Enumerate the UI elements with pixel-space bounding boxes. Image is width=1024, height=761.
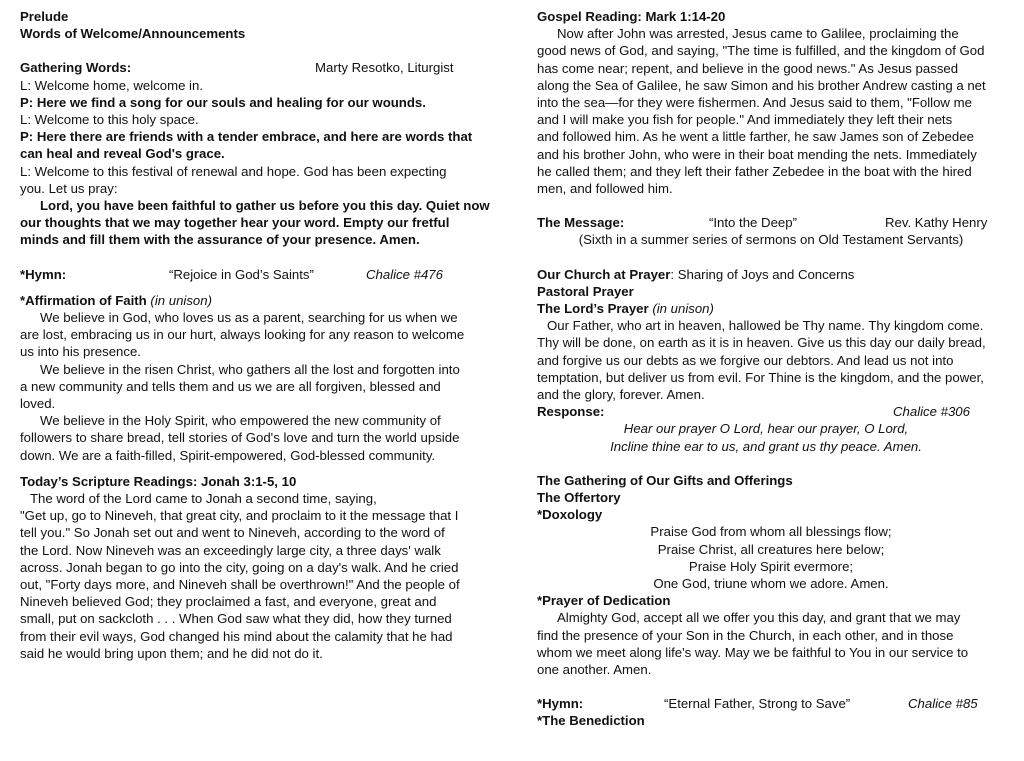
hymn-number: Chalice #476 [366, 266, 443, 282]
gathering-line: can heal and reveal God's grace. [20, 146, 225, 162]
doxology-line: Praise Holy Spirit evermore; [688, 558, 854, 574]
opening-prayer-line: minds and fill them with the assurance of your presence. Amen. [20, 232, 420, 248]
response-number: Chalice #306 [893, 404, 970, 420]
hymn-label: *Hymn: [20, 266, 67, 282]
opening-prayer-line: Lord, you have been faithful to gather us before you this day. Quiet now [40, 198, 490, 214]
pastoral-prayer-heading: Pastoral Prayer [537, 283, 634, 299]
lords-prayer-line: and the glory, forever. Amen. [537, 387, 705, 403]
affirmation-line: down. We are a faith-filled, Spirit-empowered, God-blessed community. [20, 447, 436, 463]
hymn-title: “Rejoice in God’s Saints” [169, 266, 314, 282]
dedication-line: Almighty God, accept all we offer you this day, and grant that we may [557, 610, 961, 626]
affirmation-line: We believe in God, who loves us as a parent, searching for us when we [40, 310, 458, 326]
scripture-line: small, put on sackcloth . . . When God saw what they did, how they turned [20, 611, 452, 627]
church-prayer-label: Our Church at Prayer [537, 266, 671, 282]
dedication-heading: *Prayer of Dedication [537, 593, 671, 609]
benediction-heading: *The Benediction [537, 713, 645, 729]
affirmation-line: We believe in the risen Christ, who gathers all the lost and forgotten into [40, 361, 460, 377]
affirmation-title: *Affirmation of Faith [20, 292, 147, 308]
hymn-title: “Eternal Father, Strong to Save” [664, 696, 851, 712]
gospel-line: into the sea—for they were fishermen. And Jesus said to them, "Follow me [537, 95, 972, 111]
left-column [20, 8, 490, 662]
offertory-heading: The Offertory [537, 490, 621, 506]
scripture-heading: Today’s Scripture Readings: Jonah 3:1-5, 10 [20, 473, 297, 489]
lords-prayer-line: temptation, but deliver us from evil. For Thine is the kingdom, and the power, [537, 369, 984, 385]
hymn-label: *Hymn: [537, 696, 584, 712]
affirmation-line: are lost, embracing us in our hurt, always looking for any reason to welcome [20, 327, 465, 343]
gospel-line: and I will make you fish for people." And immediately they left their nets [537, 112, 953, 128]
hymn-number: Chalice #85 [908, 696, 978, 712]
lords-prayer-line: Our Father, who art in heaven, hallowed be Thy name. Thy kingdom come. [547, 318, 984, 334]
lords-prayer-line: and forgive us our debts as we forgive our debtors. And lead us not into [537, 352, 954, 368]
right-column [537, 8, 1005, 730]
affirmation-line: followers to share bread, tell stories of God's love and turn the world upside [20, 430, 460, 446]
scripture-line: "Get up, go to Nineveh, that great city, and proclaim to it the message that I [20, 508, 459, 524]
affirmation-line: We believe in the Holy Spirit, who empowered the new community of [40, 413, 441, 429]
affirmation-line: a new community and tells them and us we are all forgiven, blessed and [20, 378, 441, 394]
gospel-line: and his brother John, who were in their boat mending the nets. Immediately [537, 146, 977, 162]
lords-prayer-title: The Lord’s Prayer [537, 301, 649, 317]
dedication-line: find the presence of your Son in the Church, in each other, and in those [537, 627, 954, 643]
gathering-line: P: Here there are friends with a tender embrace, and here are words that [20, 129, 473, 145]
affirmation-line: us into his presence. [20, 344, 141, 360]
dedication-line: whom we meet along life's way. May we be faithful to You in our service to [537, 644, 969, 660]
gospel-line: and followed him. As he went a little farther, he saw James son of Zebedee [537, 129, 974, 145]
closing-hymn-row [537, 695, 1005, 712]
scripture-line: from their evil ways, God changed his mind about the calamity that he had [20, 628, 453, 644]
scripture-line: The word of the Lord came to Jonah a second time, saying, [30, 491, 377, 507]
doxology-line: One God, triune whom we adore. Amen. [653, 576, 889, 592]
hymn-row [20, 266, 490, 283]
doxology-heading: *Doxology [537, 507, 603, 523]
dedication-line: one another. Amen. [537, 662, 652, 678]
response-row [537, 403, 1005, 420]
gospel-line: along the Sea of Galilee, he saw Simon and his brother Andrew casting a net [537, 77, 986, 93]
gospel-heading: Gospel Reading: Mark 1:14-20 [537, 9, 726, 24]
gospel-line: good news of God, and saying, "The time is fulfilled, and the kingdom of God [537, 43, 985, 59]
message-title: “Into the Deep” [709, 215, 797, 231]
gifts-heading: The Gathering of Our Gifts and Offerings [537, 472, 793, 488]
response-line: Hear our prayer O Lord, hear our prayer, O Lord, [623, 421, 909, 437]
response-label: Response: [537, 404, 605, 420]
gospel-line: he called them; and they left their father Zebedee in the boat with the hired [537, 163, 972, 179]
scripture-line: the Lord. Now Nineveh was an exceedingly large city, a three days' walk [20, 542, 441, 558]
gospel-line: has come near; repent, and believe in the good news." As Jesus passed [537, 60, 959, 76]
prelude-heading: Prelude [20, 9, 69, 24]
doxology-line: Praise Christ, all creatures here below; [657, 541, 885, 557]
lords-prayer-note: (in unison) [652, 301, 714, 317]
opening-prayer-line: our thoughts that we may together hear your word. Empty our fretful [20, 215, 450, 231]
gathering-line: L: Welcome to this holy space. [20, 112, 199, 127]
message-speaker: Rev. Kathy Henry [885, 215, 988, 231]
gathering-line: L: Welcome to this festival of renewal and hope. God has been expecting [20, 163, 447, 179]
liturgist-name: Marty Resotko, Liturgist [315, 60, 454, 76]
gathering-line: L: Welcome home, welcome in. [20, 77, 203, 93]
scripture-line: out, "Forty days more, and Nineveh shall be overthrown!" And the people of [20, 577, 460, 593]
scripture-line: tell you." So Jonah set out and went to Nineveh, according to the word of [20, 525, 445, 541]
affirmation-line: loved. [20, 396, 56, 412]
lords-prayer-heading [537, 300, 1005, 317]
affirmation-heading [20, 292, 490, 309]
welcome-heading: Words of Welcome/Announcements [20, 26, 246, 42]
gospel-line: men, and followed him. [537, 181, 673, 197]
scripture-line: said he would bring upon them; and he did not do it. [20, 645, 323, 661]
church-prayer-rest: : Sharing of Joys and Concerns [670, 266, 855, 282]
gospel-line: Now after John was arrested, Jesus came to Galilee, proclaiming the [557, 26, 959, 42]
message-row [537, 214, 1005, 231]
lords-prayer-line: Thy will be done, on earth as it is in heaven. Give us this day our daily bread, [537, 335, 986, 351]
doxology-line: Praise God from whom all blessings flow; [650, 524, 892, 540]
gathering-words-row [20, 59, 490, 76]
response-line: Incline thine ear to us, and grant us thy peace. Amen. [610, 438, 922, 454]
church-prayer-heading [537, 266, 1005, 283]
message-label: The Message: [537, 215, 625, 231]
scripture-line: Nineveh believed God; they proclaimed a fast, and everyone, great and [20, 594, 437, 610]
scripture-line: across. Jonah began to go into the city, going on a day's walk. And he cried [20, 559, 459, 575]
gathering-words-heading: Gathering Words: [20, 60, 132, 76]
gathering-line: P: Here we find a song for our souls and healing for our wounds. [20, 94, 426, 110]
affirmation-note: (in unison) [150, 292, 212, 308]
gathering-line: you. Let us pray: [20, 180, 118, 196]
message-note: (Sixth in a summer series of sermons on Old Testament Servants) [578, 232, 964, 248]
